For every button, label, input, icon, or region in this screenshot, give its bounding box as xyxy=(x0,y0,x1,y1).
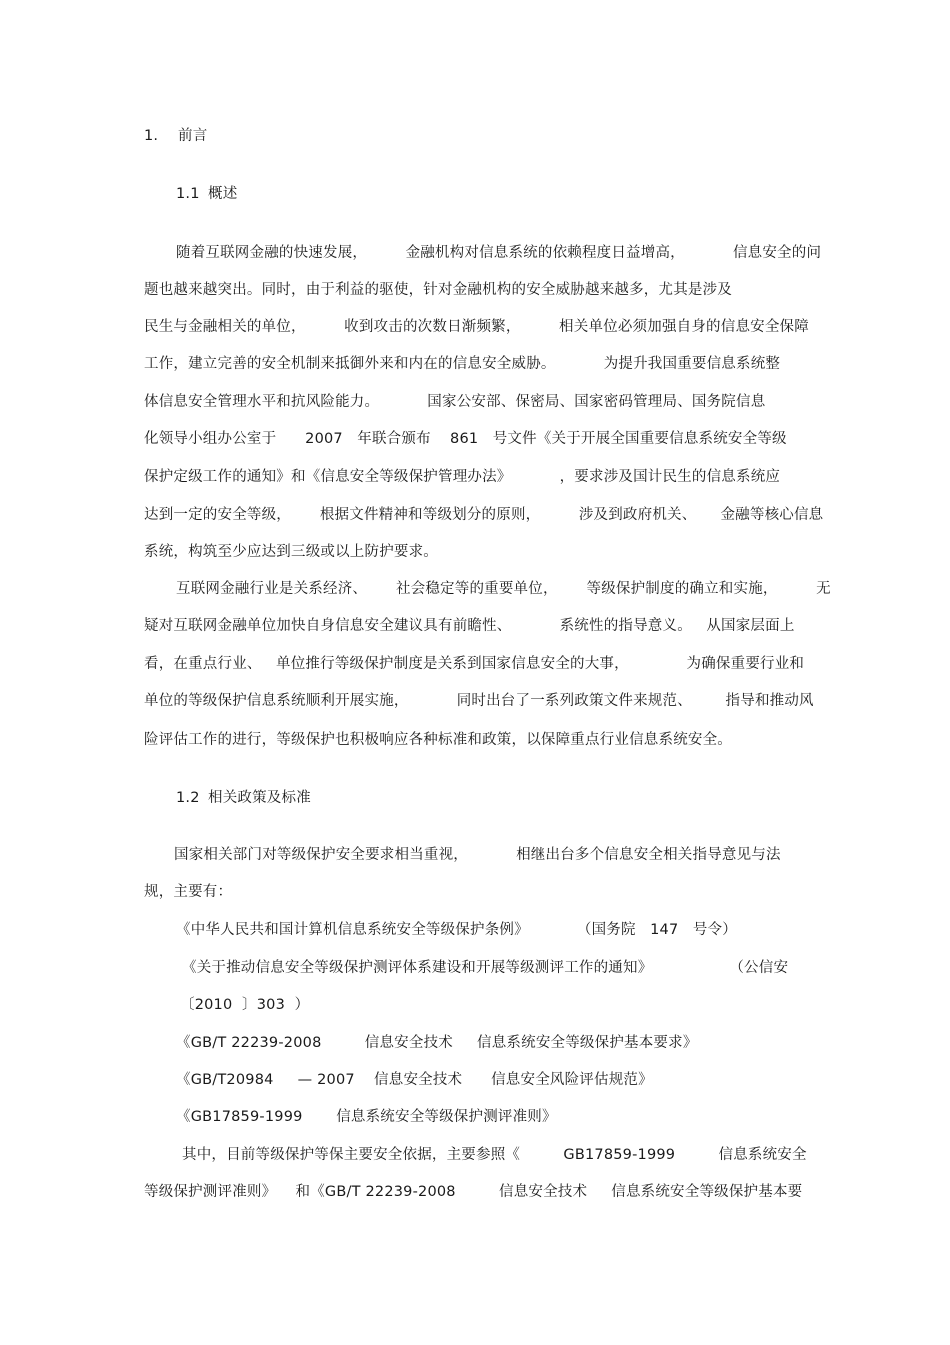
text-line: 化领导小组办公室于 2007 年联合颁布 861 号文件《关于开展全国重要信息系统安全等级 xyxy=(144,431,787,447)
text-line: 规，主要有： xyxy=(144,884,233,900)
text-line: 等级保护测评准则》 和《GB/T 22239-2008 信息安全技术 信息系统安全等级保护基本要 xyxy=(144,1184,803,1200)
text-line: 工作，建立完善的安全机制来抵御外来和内在的信息安全威胁。 为提升我国重要信息系统整 xyxy=(144,356,781,372)
heading-1-2-title: 相关政策及标准 xyxy=(208,790,311,806)
reference-item: 《GB/T20984 — 2007 信息安全技术 信息安全风险评估规范》 xyxy=(176,1072,653,1088)
reference-item: 〔2010 〕303 ） xyxy=(180,997,310,1013)
heading-1-1 xyxy=(176,185,237,203)
text-line: 题也越来越突出。同时，由于利益的驱使，针对金融机构的安全威胁越来越多，尤其是涉及 xyxy=(144,282,732,298)
text-line: 其中，目前等级保护等保主要安全依据，主要参照《 GB17859-1999 信息系统安全 xyxy=(182,1147,807,1163)
heading-1-number: 1. xyxy=(144,128,159,144)
text-line: 互联网金融行业是关系经济、 社会稳定等的重要单位， 等级保护制度的确立和实施， 无 xyxy=(176,581,831,597)
reference-item: 《中华人民共和国计算机信息系统安全等级保护条例》 （国务院 147 号令） xyxy=(176,922,737,938)
text-line: 系统，构筑至少应达到三级或以上防护要求。 xyxy=(144,544,438,560)
heading-1 xyxy=(144,127,207,145)
text-line: 单位的等级保护信息系统顺利开展实施， 同时出台了一系列政策文件来规范、 指导和推动风 xyxy=(144,693,814,709)
text-line: 随着互联网金融的快速发展， 金融机构对信息系统的依赖程度日益增高， 信息安全的问 xyxy=(176,245,822,261)
text-line: 看，在重点行业、 单位推行等级保护制度是关系到国家信息安全的大事， 为确保重要行业和 xyxy=(144,656,805,672)
reference-item: 《关于推动信息安全等级保护测评体系建设和开展等级测评工作的通知》 （公信安 xyxy=(182,960,789,976)
heading-1-1-number: 1.1 xyxy=(176,186,200,202)
text-line: 民生与金融相关的单位， 收到攻击的次数日渐频繁， 相关单位必须加强自身的信息安全保障 xyxy=(144,319,809,335)
reference-item: 《GB/T 22239-2008 信息安全技术 信息系统安全等级保护基本要求》 xyxy=(176,1035,698,1051)
heading-1-2 xyxy=(176,789,311,807)
reference-item: 《GB17859-1999 信息系统安全等级保护测评准则》 xyxy=(176,1109,557,1125)
text-line: 体信息安全管理水平和抗风险能力。 国家公安部、保密局、国家密码管理局、国务院信息 xyxy=(144,394,766,410)
text-line: 疑对互联网金融单位加快自身信息安全建议具有前瞻性、 系统性的指导意义。 从国家层面上 xyxy=(144,618,795,634)
heading-1-1-title: 概述 xyxy=(208,186,238,202)
text-line: 国家相关部门对等级保护安全要求相当重视， 相继出台多个信息安全相关指导意见与法 xyxy=(174,847,781,863)
heading-1-title: 前言 xyxy=(178,128,208,144)
text-line: 保护定级工作的通知》和《信息安全等级保护管理办法》 ，要求涉及国计民生的信息系统应 xyxy=(144,469,781,485)
text-line: 达到一定的安全等级， 根据文件精神和等级划分的原则， 涉及到政府机关、 金融等核心信息 xyxy=(144,507,824,523)
text-line: 险评估工作的进行，等级保护也积极响应各种标准和政策，以保障重点行业信息系统安全。 xyxy=(144,732,732,748)
heading-1-2-number: 1.2 xyxy=(176,790,200,806)
